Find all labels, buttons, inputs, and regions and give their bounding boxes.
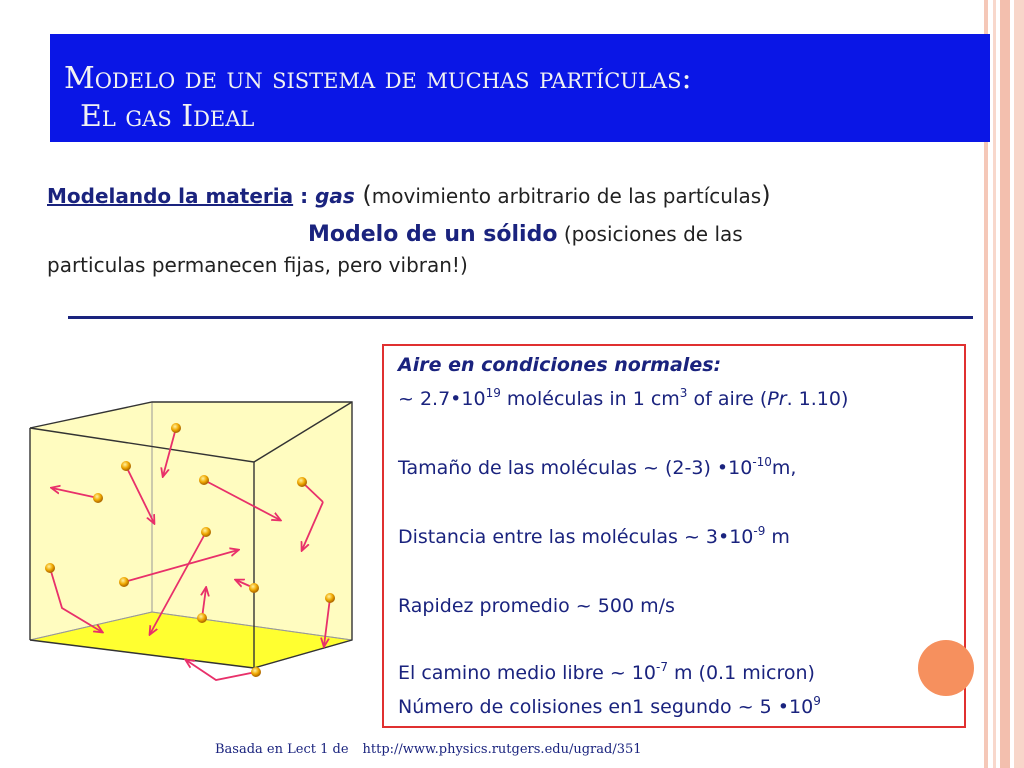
- slide-title-line-1: Modelo de un sistema de muchas partículas:: [64, 61, 692, 96]
- title-bar: [50, 34, 990, 142]
- slide-title-line-2: El gas Ideal: [80, 99, 255, 134]
- air-facts-box: [382, 344, 966, 728]
- decorative-orb: [918, 640, 974, 696]
- divider: [68, 316, 973, 319]
- paren-close: ): [761, 181, 771, 209]
- paren-open: (: [354, 181, 372, 209]
- colon-sep: :: [293, 184, 316, 208]
- fact-molecule-size: Tamaño de las moléculas ~ (2-3) $•10^{-10}m$,: [398, 455, 797, 479]
- footer-credit: [215, 742, 642, 757]
- intro-line-3: particulas permanecen fijas, pero vibran!): [47, 253, 468, 277]
- footer-link[interactable]: http://www.physics.rutgers.edu/ugrad/351: [362, 742, 642, 757]
- modelando-label: Modelando la materia: [47, 184, 294, 208]
- solid-desc-1: (posiciones de las: [557, 222, 743, 246]
- solid-label: Modelo de un sólido: [308, 222, 558, 247]
- air-facts-heading: Aire en condiciones normales:: [398, 354, 722, 376]
- fact-average-speed: Rapidez promedio ~ 500 m/s: [398, 595, 675, 617]
- fact-molecule-distance: Distancia entre las moléculas ~ $3•10^{-9}$ m: [398, 524, 790, 548]
- intro-line-2: [308, 222, 928, 247]
- gas-desc: movimiento arbitrario de las partículas: [371, 184, 762, 208]
- footer-text: Basada en Lect 1 de: [215, 742, 349, 757]
- gas-box-illustration: [0, 390, 370, 710]
- gas-label: gas: [315, 184, 355, 208]
- fact-collisions: Número de colisiones en1 segundo ~ 5 $•10^9$: [398, 694, 821, 718]
- intro-line-1: [47, 181, 947, 210]
- fact-molecule-count: ~ $2.7•10^{19}$ moléculas in 1 $cm^3$ of aire (Pr. 1.10): [398, 386, 849, 410]
- fact-mean-free-path: El camino medio libre ~ $10^{-7}$ m (0.1 micron): [398, 660, 815, 684]
